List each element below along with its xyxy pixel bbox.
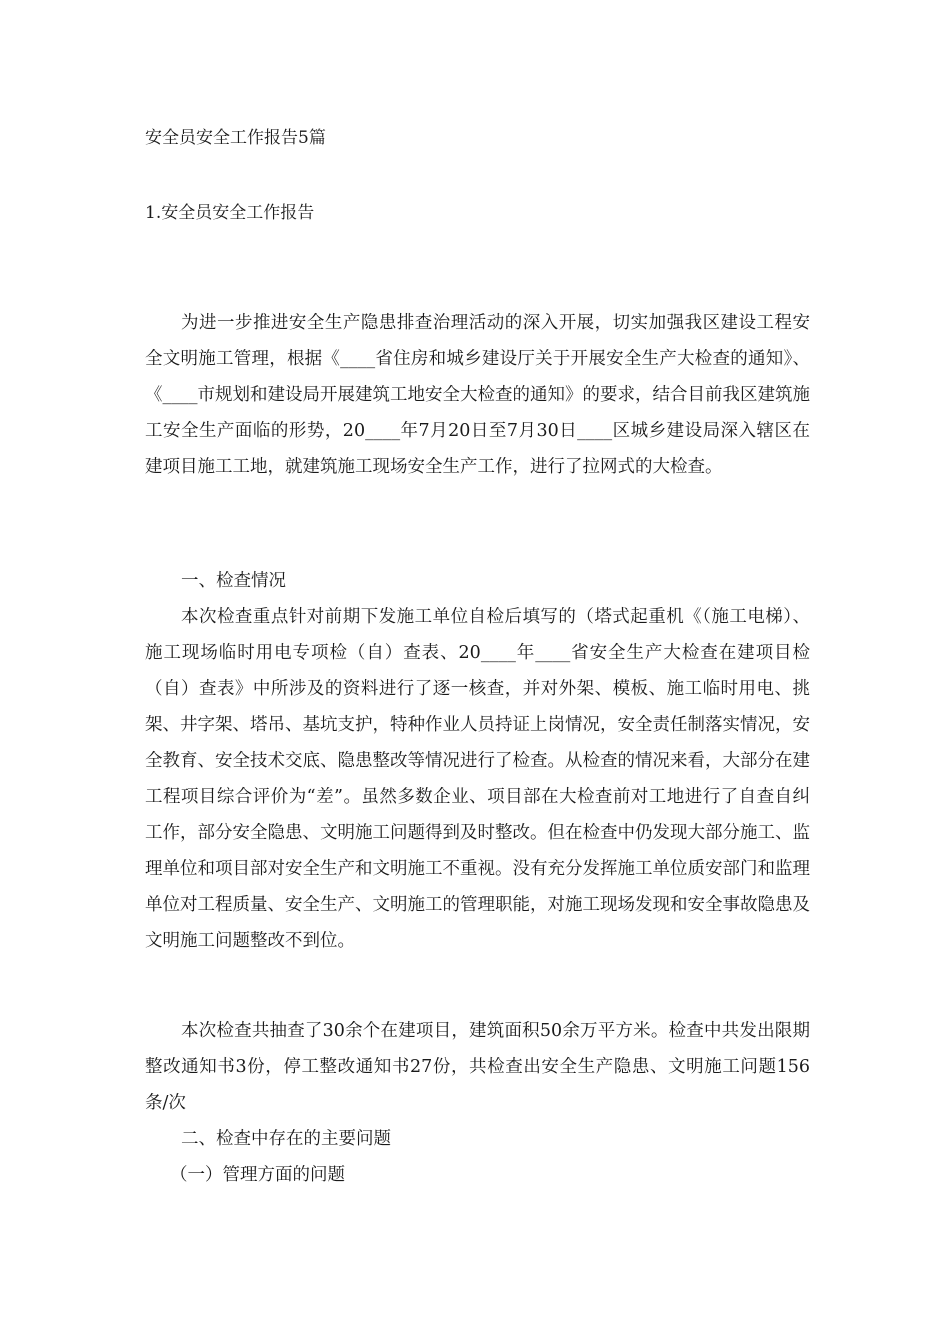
- subsection-heading-management-issues: （一）管理方面的问题: [170, 1165, 345, 1185]
- section1-paragraph-2: 本次检查共抽查了30余个在建项目，建筑面积50余万平方米。检查中共发出限期整改通知书3份，停工整改通知书27份，共检查出安全生产隐患、文明施工问题156条/次: [145, 1021, 810, 1113]
- section1-paragraph-1: 本次检查重点针对前期下发施工单位自检后填写的（塔式起重机《（施工电梯）、施工现场临时用电专项检（自）查表、20____年____省安全生产大检查在建项目检（自）查表》中所涉及的资料进行了逐一核查，并对外架、模板、施工临时用电、挑架、井字架、塔吊、基坑支护，特种作业人员持证上岗情况，安全责任制落实情况，安全教育、安全技术交底、隐患整改等情况进行了检查。从检查的情况来看，大部分在建工程项目综合评价为“差”。虽然多数企业、项目部在大检查前对工地进行了自查自纠工作，部分安全隐患、文明施工问题得到及时整改。但在检查中仍发现大部分施工、监理单位和项目部对安全生产和文明施工不重视。没有充分发挥施工单位质安部门和监理单位对工程质量、安全生产、文明施工的管理职能，对施工现场发现和安全事故隐患及文明施工问题整改不到位。: [145, 607, 810, 951]
- document-title: 安全员安全工作报告5篇: [145, 128, 326, 148]
- section-heading-inspection-status: 一、检查情况: [181, 571, 286, 591]
- intro-paragraph: 为进一步推进安全生产隐患排查治理活动的深入开展，切实加强我区建设工程安全文明施工管理，根据《____省住房和城乡建设厅关于开展安全生产大检查的通知》、《____市规划和建设局开展建筑工地安全大检查的通知》的要求，结合目前我区建筑施工安全生产面临的形势，20____年7月20日至7月30日____区城乡建设局深入辖区在建项目施工工地，就建筑施工现场安全生产工作，进行了拉网式的大检查。: [145, 313, 810, 477]
- document-subtitle: 1.安全员安全工作报告: [145, 203, 315, 223]
- section-heading-main-problems: 二、检查中存在的主要问题: [181, 1129, 391, 1149]
